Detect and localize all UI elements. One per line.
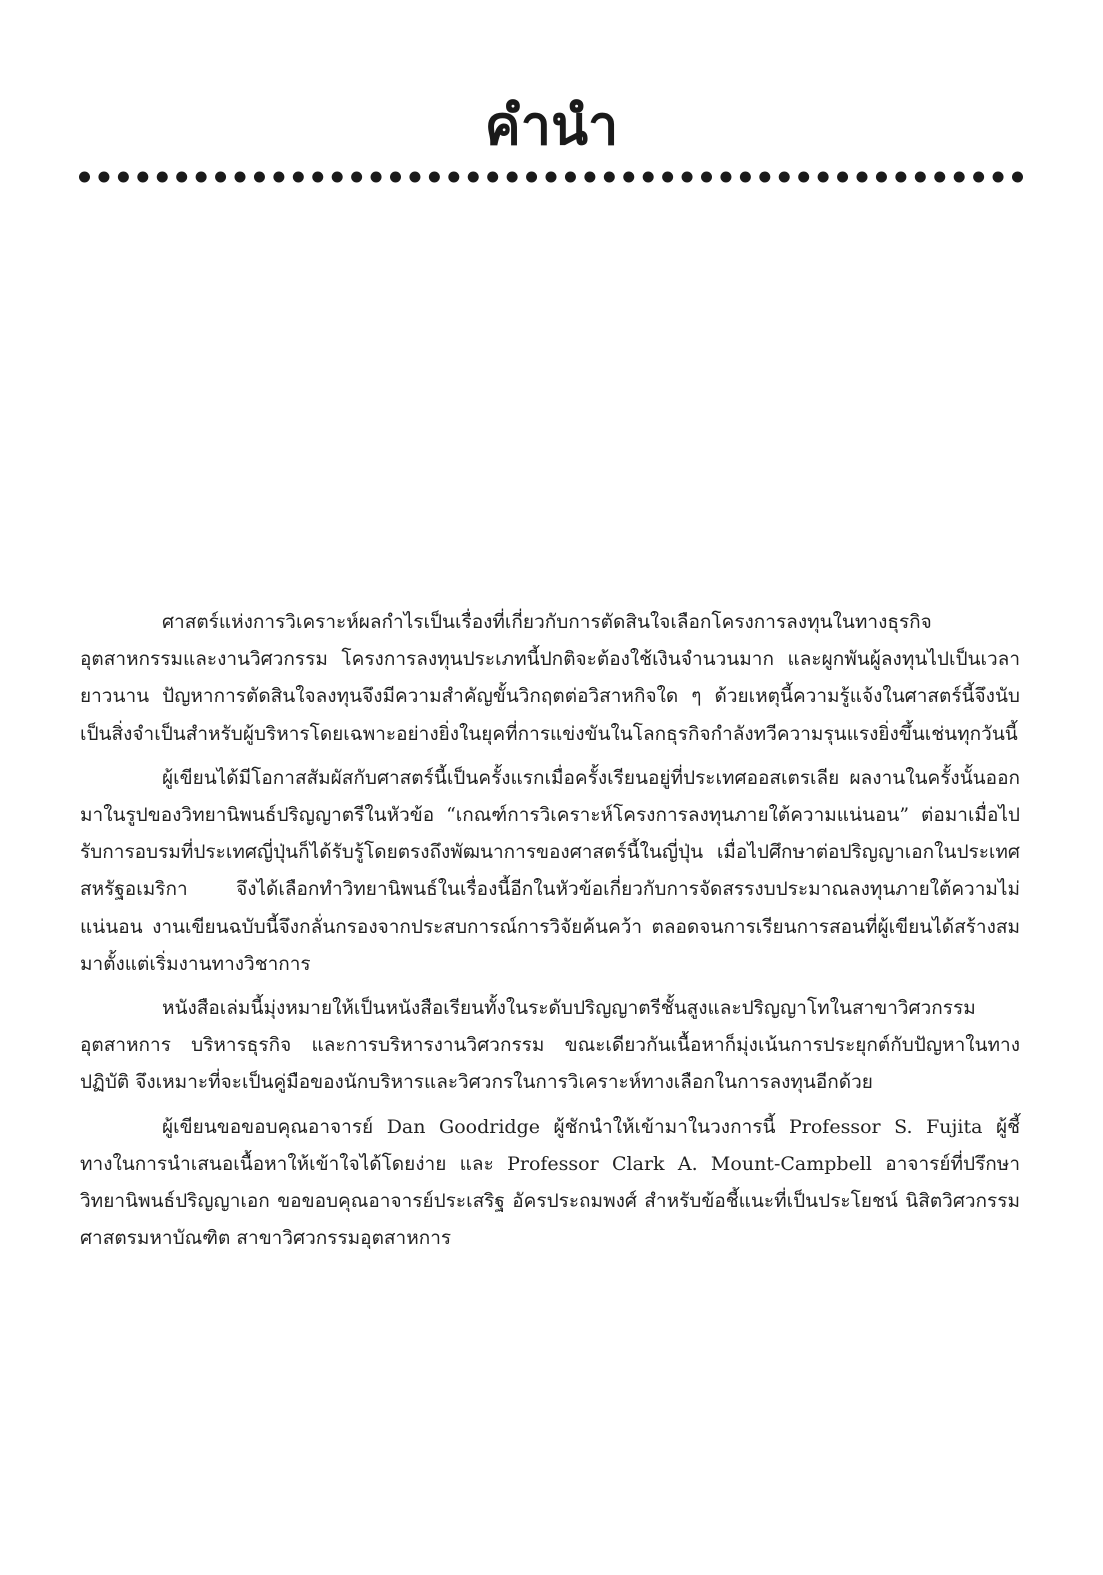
divider-dot xyxy=(468,172,479,183)
divider-dot xyxy=(604,172,615,183)
divider-dot xyxy=(915,172,926,183)
divider-dot xyxy=(332,172,343,183)
divider-dot xyxy=(196,172,207,183)
divider-dot xyxy=(682,172,693,183)
divider-dot xyxy=(273,172,284,183)
divider-dot xyxy=(507,172,518,183)
divider-dot xyxy=(662,172,673,183)
divider-dot xyxy=(176,172,187,183)
divider-dot xyxy=(798,172,809,183)
divider-dot xyxy=(954,172,965,183)
divider-dot xyxy=(118,172,129,183)
divider-dot xyxy=(993,172,1004,183)
divider-dot xyxy=(643,172,654,183)
paragraph-1: ศาสตร์แห่งการวิเคราะห์ผลกำไรเป็นเรื่องที่เกี่ยวกับการตัดสินใจเลือกโครงการลงทุนในทางธุรกิจอุตสาหกรรมและงานวิศวกรรม โครงการลงทุนประเภทนี้ปกติจะต้องใช้เงินจำนวนมาก และผูกพันผู้ลงทุนไปเป็นเวลายาวนาน ปัญหาการตัดสินใจลงทุนจึงมีความสำคัญขั้นวิกฤตต่อวิสาหกิจใด ๆ ด้วยเหตุนี้ความรู้แจ้งในศาสตร์นี้จึงนับเป็นสิ่งจำเป็นสำหรับผู้บริหารโดยเฉพาะอย่างยิ่งในยุคที่การแข่งขันในโลกธุรกิจกำลังทวีความรุนแรงยิ่งขึ้นเช่นทุกวันนี้ xyxy=(80,611,1020,745)
divider-dot xyxy=(759,172,770,183)
divider-dot xyxy=(546,172,557,183)
divider-dot xyxy=(351,172,362,183)
divider-dot xyxy=(409,172,420,183)
divider-dot xyxy=(934,172,945,183)
paragraph-3: หนังสือเล่มนี้มุ่งหมายให้เป็นหนังสือเรียนทั้งในระดับปริญญาตรีชั้นสูงและปริญญาโทในสาขาวิศวกรรมอุตสาหการ บริหารธุรกิจ และการบริหารงานวิศวกรรม ขณะเดียวกันเนื้อหาก็มุ่งเน้นการประยุกต์กับปัญหาในทางปฏิบัติ จึงเหมาะที่จะเป็นคู่มือของนักบริหารและวิศวกรในการวิเคราะห์ทางเลือกในการลงทุนอีกด้วย xyxy=(80,997,1020,1094)
divider-dot xyxy=(779,172,790,183)
divider-dot xyxy=(623,172,634,183)
divider-dot xyxy=(390,172,401,183)
divider-dot xyxy=(487,172,498,183)
divider-dot xyxy=(157,172,168,183)
divider-dot xyxy=(895,172,906,183)
page-title: คำนำ xyxy=(484,94,619,157)
dotted-divider-graphic xyxy=(78,164,1024,190)
divider-dot xyxy=(565,172,576,183)
divider-dot xyxy=(584,172,595,183)
divider-dot xyxy=(720,172,731,183)
divider-dot xyxy=(79,172,90,183)
divider-dot xyxy=(740,172,751,183)
dotted-divider xyxy=(78,164,1024,190)
divider-dot xyxy=(371,172,382,183)
divider-dot xyxy=(235,172,246,183)
divider-dot xyxy=(857,172,868,183)
divider-dot xyxy=(137,172,148,183)
divider-dot xyxy=(429,172,440,183)
paragraph-2: ผู้เขียนได้มีโอกาสสัมผัสกับศาสตร์นี้เป็นครั้งแรกเมื่อครั้งเรียนอยู่ที่ประเทศออสเตรเลีย ผลงานในครั้งนั้นออกมาในรูปของวิทยานิพนธ์ปริญญาตรีในหัวข้อ “เกณฑ์การวิเคราะห์โครงการลงทุนภายใต้ความแน่นอน” ต่อมาเมื่อไปรับการอบรมที่ประเทศญี่ปุ่นก็ได้รับรู้โดยตรงถึงพัฒนาการของศาสตร์นี้ในญี่ปุ่น เมื่อไปศึกษาต่อปริญญาเอกในประเทศสหรัฐอเมริกา จึงได้เลือกทำวิทยานิพนธ์ในเรื่องนี้อีกในหัวข้อเกี่ยวกับการจัดสรรงบประมาณลงทุนภายใต้ความไม่แน่นอน งานเขียนฉบับนี้จึงกลั่นกรองจากประสบการณ์การวิจัยค้นคว้า ตลอดจนการเรียนการสอนที่ผู้เขียนได้สร้างสมมาตั้งแต่เริ่มงานทางวิชาการ xyxy=(80,766,1020,975)
divider-dot xyxy=(98,172,109,183)
divider-dot xyxy=(701,172,712,183)
foreword-body xyxy=(80,604,1020,1264)
divider-dot xyxy=(254,172,265,183)
divider-dot xyxy=(818,172,829,183)
paragraph-4: ผู้เขียนขอขอบคุณอาจารย์ Dan Goodridge ผู้ชักนำให้เข้ามาในวงการนี้ Professor S. Fujita ผู้ชี้ทางในการนำเสนอเนื้อหาให้เข้าใจได้โดยง่าย และ Professor Clark A. Mount-Campbell อาจารย์ที่ปรึกษาวิทยานิพนธ์ปริญญาเอก ขอขอบคุณอาจารย์ประเสริฐ อัครประถมพงศ์ สำหรับข้อชี้แนะที่เป็นประโยชน์ นิสิตวิศวกรรมศาสตรมหาบัณฑิต สาขาวิศวกรรมอุตสาหการ xyxy=(80,1115,1020,1250)
divider-dot xyxy=(876,172,887,183)
divider-dot xyxy=(448,172,459,183)
divider-dot xyxy=(312,172,323,183)
divider-dot xyxy=(293,172,304,183)
divider-dot xyxy=(215,172,226,183)
divider-dot xyxy=(973,172,984,183)
divider-dot xyxy=(837,172,848,183)
divider-dot xyxy=(1012,172,1023,183)
divider-dot xyxy=(526,172,537,183)
